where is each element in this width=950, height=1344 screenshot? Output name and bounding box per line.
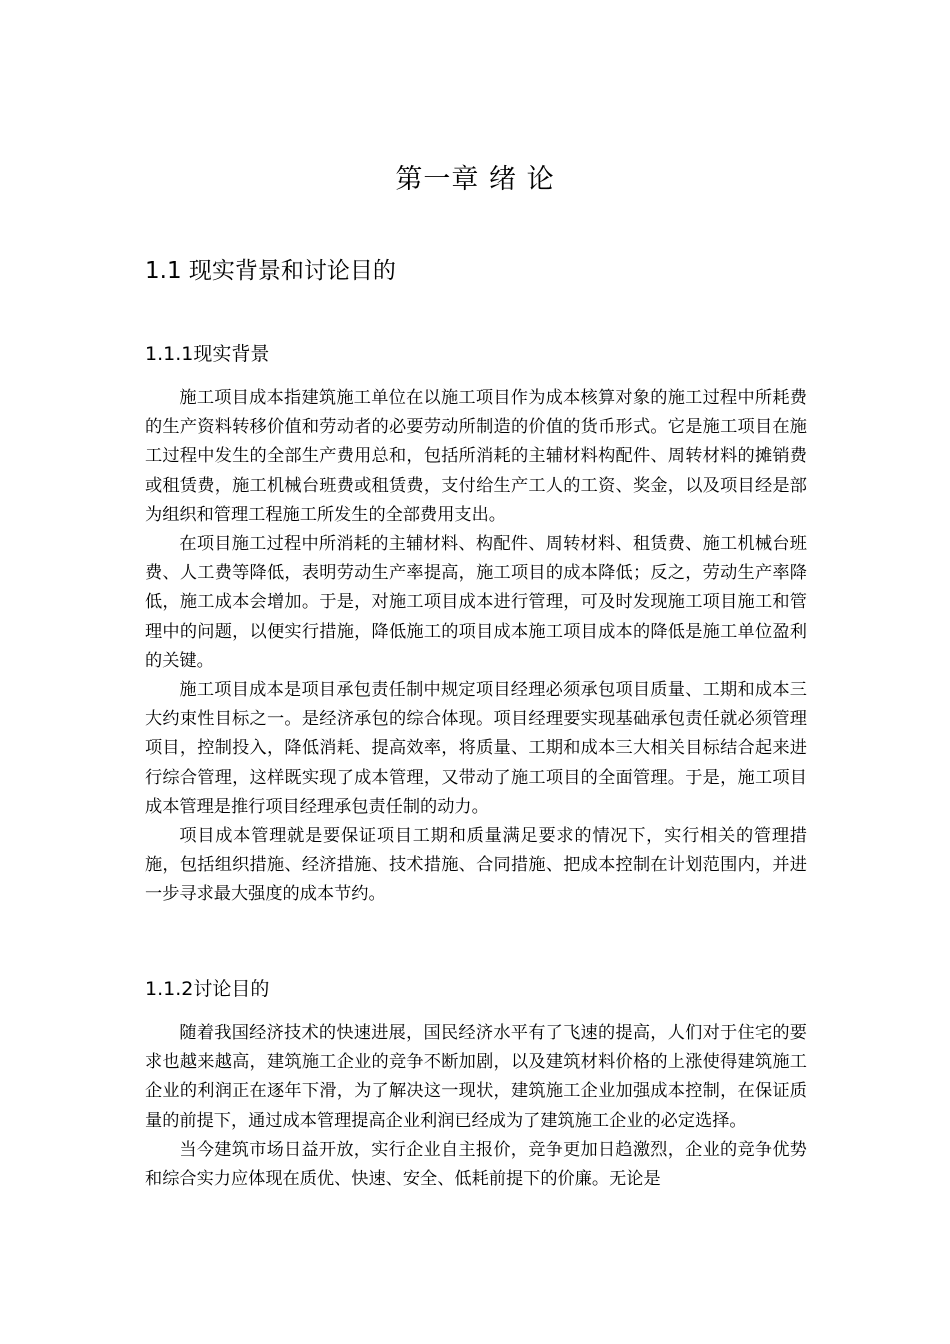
subsection-title-background: 1.1.1现实背景	[145, 343, 270, 365]
paragraph: 项目成本管理就是要保证项目工期和质量满足要求的情况下，实行相关的管理措施，包括组织措施、经济措施、技术措施、合同措施、把成本控制在计划范围内，并进一步寻求最大强度的成本节约。	[145, 826, 807, 905]
section-title: 1.1 现实背景和讨论目的	[145, 258, 396, 284]
subsection-title-purpose: 1.1.2讨论目的	[145, 978, 270, 1000]
paragraph: 施工项目成本指建筑施工单位在以施工项目作为成本核算对象的施工过程中所耗费的生产资料转移价值和劳动者的必要劳动所制造的价值的货币形式。它是施工项目在施工过程中发生的全部生产费用总和，包括所消耗的主辅材料构配件、周转材料的摊销费或租赁费，施工机械台班费或租赁费，支付给生产工人的工资、奖金，以及项目经是部为组织和管理工程施工所发生的全部费用支出。	[145, 388, 807, 525]
paragraph: 当今建筑市场日益开放，实行企业自主报价，竞争更加日趋激烈，企业的竞争优势和综合实力应体现在质优、快速、安全、低耗前提下的价廉。无论是	[145, 1139, 807, 1190]
paragraph: 施工项目成本是项目承包责任制中规定项目经理必须承包项目质量、工期和成本三大约束性目标之一。是经济承包的综合体现。项目经理要实现基础承包责任就必须管理项目，控制投入，降低消耗、提高效率，将质量、工期和成本三大相关目标结合起来进行综合管理，这样既实现了成本管理，又带动了施工项目的全面管理。于是，施工项目成本管理是推行项目经理承包责任制的动力。	[145, 680, 807, 817]
background-body	[145, 384, 807, 910]
chapter-title: 第一章 绪 论	[395, 164, 555, 195]
purpose-body	[145, 1019, 807, 1194]
paragraph: 随着我国经济技术的快速进展，国民经济水平有了飞速的提高，人们对于住宅的要求也越来越高，建筑施工企业的竞争不断加剧，以及建筑材料价格的上涨使得建筑施工企业的利润正在逐年下滑，为了解决这一现状，建筑施工企业加强成本控制，在保证质量的前提下，通过成本管理提高企业利润已经成为了建筑施工企业的必定选择。	[145, 1023, 807, 1131]
paragraph: 在项目施工过程中所消耗的主辅材料、构配件、周转材料、租赁费、施工机械台班费、人工费等降低，表明劳动生产率提高，施工项目的成本降低；反之，劳动生产率降低，施工成本会增加。于是，对施工项目成本进行管理，可及时发现施工项目施工和管理中的问题，以便实行措施，降低施工的项目成本施工项目成本的降低是施工单位盈利的关键。	[145, 534, 807, 671]
